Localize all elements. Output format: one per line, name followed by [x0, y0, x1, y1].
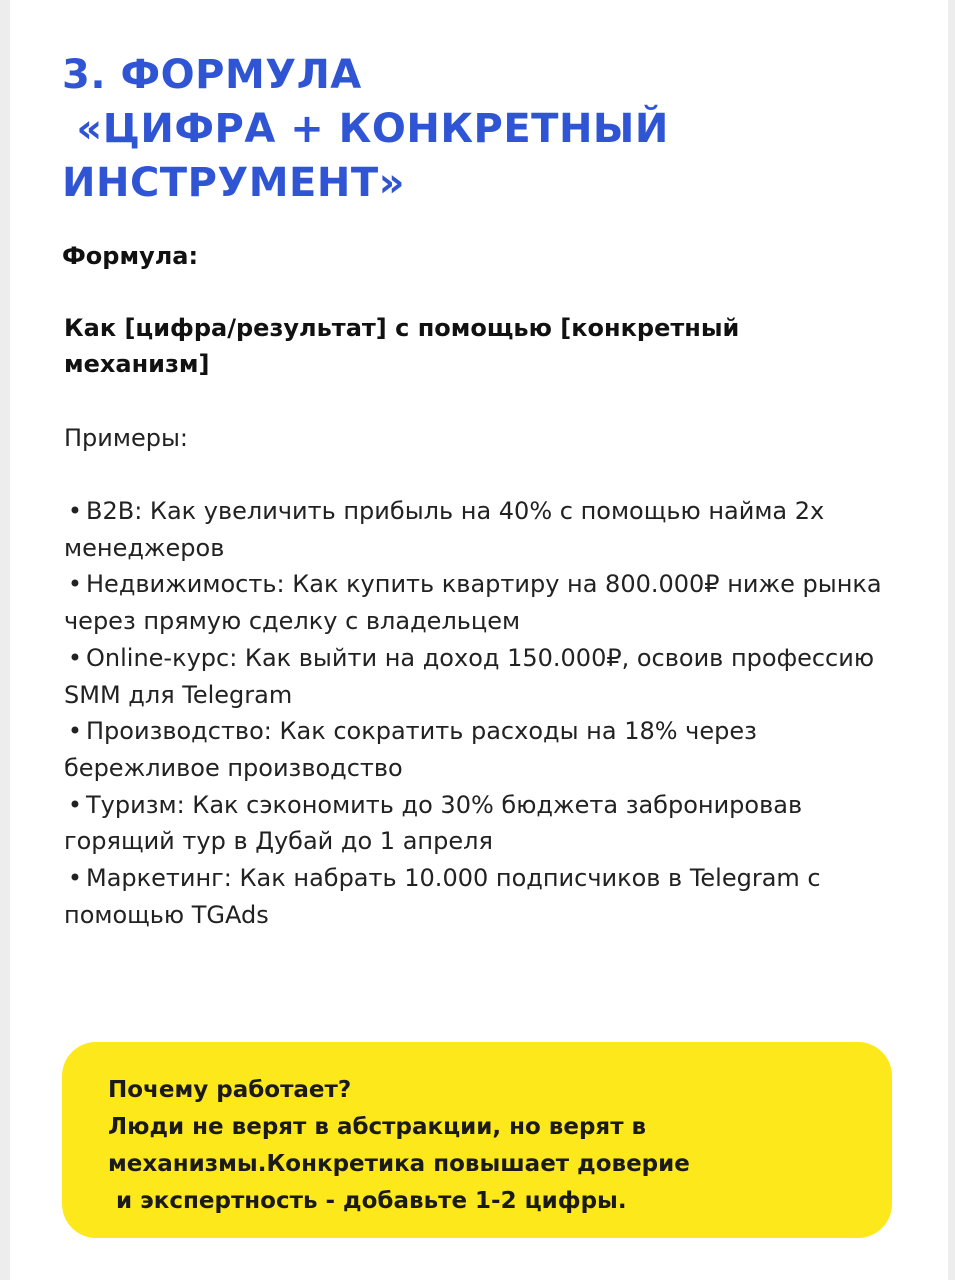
bullet-icon: •: [67, 717, 83, 746]
example-text: Туризм: Как сэкономить до 30% бюджета забронировав горящий тур в Дубай до 1 апреля: [64, 790, 803, 856]
formula-label: Формула:: [62, 242, 199, 270]
callout-line: и экспертность - добавьте 1-2 цифры.: [108, 1188, 627, 1214]
bullet-icon: •: [67, 790, 83, 819]
list-item: [64, 566, 904, 639]
bullet-icon: •: [67, 497, 83, 525]
formula-text: Как [цифра/результат] с помощью [конкретный механизм]: [64, 314, 740, 378]
section-title: [62, 48, 669, 210]
bullet-icon: •: [67, 643, 83, 672]
list-item: [64, 493, 904, 566]
callout-line: Люди не верят в абстракции, но верят в: [108, 1114, 647, 1140]
section-title-line-2: «ЦИФРА + КОНКРЕТНЫЙ: [62, 106, 669, 152]
bullet-icon: •: [67, 570, 83, 599]
example-text: Производство: Как сократить расходы на 18% через бережливое производство: [64, 717, 757, 782]
list-item: [64, 787, 904, 860]
bullet-icon: •: [67, 864, 83, 893]
why-it-works-callout: [62, 1042, 892, 1238]
section-title-line-1: 3. ФОРМУЛА: [62, 52, 362, 98]
list-item: [64, 640, 904, 713]
callout-text: [108, 1072, 690, 1220]
section-title-line-3: ИНСТРУМЕНТ»: [62, 160, 405, 206]
document-page: [10, 0, 948, 1280]
examples-label: Примеры:: [64, 424, 189, 452]
example-text: B2B: Как увеличить прибыль на 40% с помощью найма 2х менеджеров: [64, 497, 825, 562]
example-text: Online-курс: Как выйти на доход 150.000₽, освоив профессию SMM для Telegram: [64, 643, 875, 709]
callout-line: механизмы.Конкретика повышает доверие: [108, 1151, 690, 1177]
list-item: [64, 713, 904, 786]
examples-list: [64, 493, 904, 933]
example-text: Маркетинг: Как набрать 10.000 подписчиков в Telegram с помощью TGAds: [64, 864, 821, 929]
example-text: Недвижимость: Как купить квартиру на 800.000₽ ниже рынка через прямую сделку с владельцем: [64, 570, 882, 636]
callout-heading: Почему работает?: [108, 1077, 352, 1103]
list-item: [64, 860, 904, 933]
